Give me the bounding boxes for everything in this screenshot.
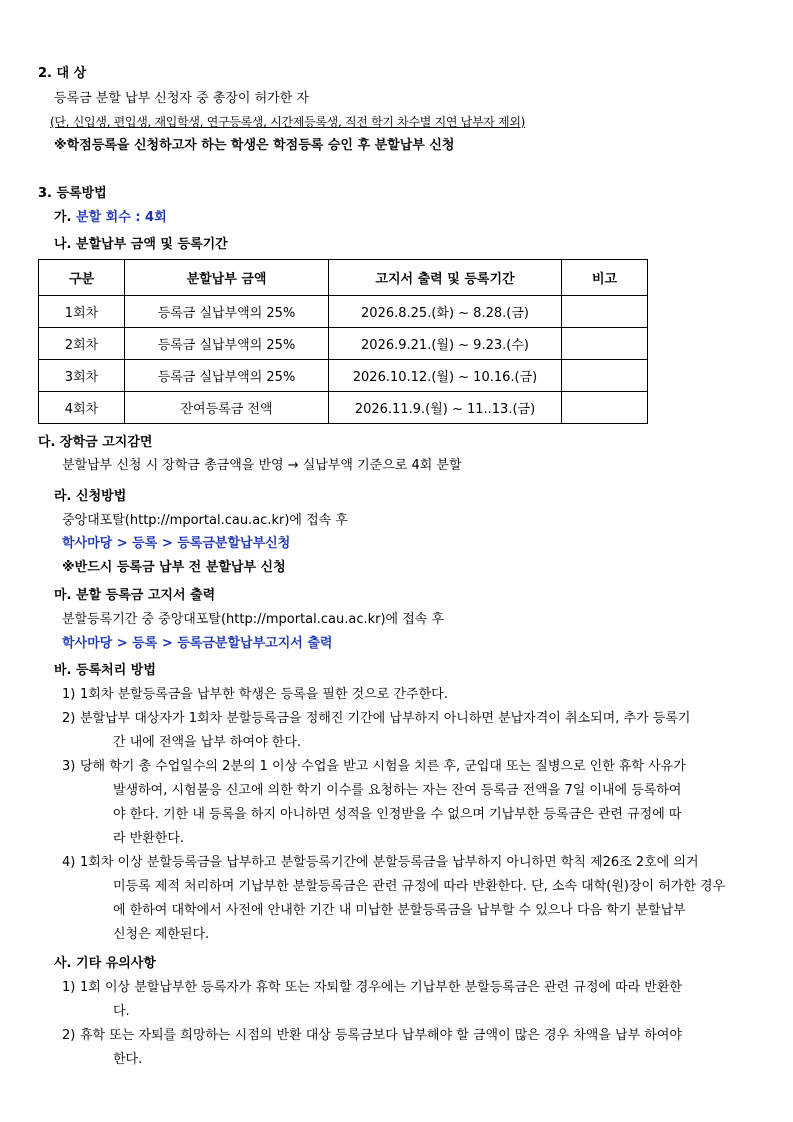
ba-item-number: 2) xyxy=(62,711,76,726)
table-cell: 등록금 실납부액의 25% xyxy=(125,360,329,392)
sa-item-number: 1) xyxy=(62,980,76,995)
ba-item-line: 신청은 제한된다. xyxy=(113,927,210,942)
table-cell xyxy=(562,328,648,360)
item-ra-path: 학사마당 > 등록 > 등록금분할납부신청 xyxy=(62,536,291,551)
ba-item-line: 발생하여, 시험불응 신고에 의한 학기 이수를 요청하는 자는 잔여 등록금 전액을 7일 이내에 등록하여 xyxy=(113,783,682,798)
ba-item-line: 당해 학기 총 수업일수의 2분의 1 이상 수업을 받고 시험을 치른 후, 군입대 또는 질병으로 인한 휴학 사유가 xyxy=(80,759,686,774)
table-cell: 등록금 실납부액의 25% xyxy=(125,328,329,360)
ba-item-number: 1) xyxy=(62,687,76,702)
ba-item-line: 1회차 이상 분할등록금을 납부하고 분할등록기간에 분할등록금을 납부하지 아니하면 학칙 제26조 2호에 의거 xyxy=(80,855,699,870)
section-2-heading: 2. 대 상 xyxy=(38,66,87,81)
item-ra-note: ※반드시 등록금 납부 전 분할납부 신청 xyxy=(62,560,286,575)
table-cell: 3회차 xyxy=(39,360,125,392)
table-cell: 2026.10.12.(월) ~ 10.16.(금) xyxy=(329,360,562,392)
table-cell: 등록금 실납부액의 25% xyxy=(125,296,329,328)
item-ga xyxy=(54,211,167,224)
sa-item-line: 휴학 또는 자퇴를 희망하는 시점의 반환 대상 등록금보다 납부해야 할 금액이 많은 경우 차액을 납부 하여야 xyxy=(80,1028,682,1043)
sa-item-number: 2) xyxy=(62,1028,76,1043)
installment-table xyxy=(38,259,648,424)
item-ma-text: 분할등록기간 중 중앙대포탈(http://mportal.cau.ac.kr)에 접속 후 xyxy=(62,612,445,627)
table-cell xyxy=(562,360,648,392)
table-cell: 2026.9.21.(월) ~ 9.23.(수) xyxy=(329,328,562,360)
table-cell xyxy=(562,392,648,424)
sa-item-line: 1회 이상 분할납부한 등록자가 휴학 또는 자퇴할 경우에는 기납부한 분할등록금은 관련 규정에 따라 반환한 xyxy=(80,980,682,995)
item-ra-title: 라. 신청방법 xyxy=(54,489,127,504)
item-sa-title: 사. 기타 유의사항 xyxy=(54,956,156,971)
ba-item-line: 1회차 분할등록금을 납부한 학생은 등록을 필한 것으로 간주한다. xyxy=(80,687,448,702)
ba-item-number: 3) xyxy=(62,759,76,774)
table-header: 구분 xyxy=(39,260,125,296)
ba-item-line: 미등록 제적 처리하며 기납부한 분할등록금은 관련 규정에 따라 반환한다. 단, 소속 대학(원)장이 허가한 경우 xyxy=(113,879,726,894)
table-cell xyxy=(562,296,648,328)
item-ra-text: 중앙대포탈(http://mportal.cau.ac.kr)에 접속 후 xyxy=(62,513,348,528)
section-2-line1: 등록금 분할 납부 신청자 중 총장이 허가한 자 xyxy=(54,91,309,106)
section-3-heading: 3. 등록방법 xyxy=(38,186,107,201)
table-cell: 4회차 xyxy=(39,392,125,424)
ba-item-line: 간 내에 전액을 납부 하여야 한다. xyxy=(113,735,302,750)
sa-item-line: 한다. xyxy=(113,1052,143,1067)
section-2-exclusions: (단, 신입생, 편입생, 재입학생, 연구등록생, 시간제등록생, 직전 학기 차수별 지연 납부자 제외) xyxy=(50,115,526,129)
ba-item-number: 4) xyxy=(62,855,76,870)
table-row xyxy=(39,296,648,328)
table-cell: 1회차 xyxy=(39,296,125,328)
table-cell: 2026.11.9.(월) ~ 11..13.(금) xyxy=(329,392,562,424)
table-header: 분할납부 금액 xyxy=(125,260,329,296)
ba-item-line: 분할납부 대상자가 1회차 분할등록금을 정해진 기간에 납부하지 아니하면 분납자격이 취소되며, 추가 등록기 xyxy=(80,711,691,726)
item-ma-path: 학사마당 > 등록 > 등록금분할납부고지서 출력 xyxy=(62,636,333,651)
item-ma-title: 마. 분할 등록금 고지서 출력 xyxy=(54,588,216,603)
table-cell: 2회차 xyxy=(39,328,125,360)
item-ba-title: 바. 등록처리 방법 xyxy=(54,663,156,678)
table-header-row xyxy=(39,260,648,296)
item-da-title: 다. 장학금 고지감면 xyxy=(38,435,153,450)
table-row xyxy=(39,328,648,360)
section-2-note: ※학점등록을 신청하고자 하는 학생은 학점등록 승인 후 분할납부 신청 xyxy=(54,138,455,153)
item-da-text: 분할납부 신청 시 장학금 총금액을 반영 → 실납부액 기준으로 4회 분할 xyxy=(62,458,462,473)
sa-item-line: 다. xyxy=(113,1004,130,1019)
table-row xyxy=(39,392,648,424)
item-ga-prefix: 가. xyxy=(54,210,72,225)
table-header: 고지서 출력 및 등록기간 xyxy=(329,260,562,296)
table-header: 비고 xyxy=(562,260,648,296)
item-na-title: 나. 분할납부 금액 및 등록기간 xyxy=(54,237,228,252)
table-cell: 2026.8.25.(화) ~ 8.28.(금) xyxy=(329,296,562,328)
ba-item-line: 라 반환한다. xyxy=(113,831,185,846)
ba-item-line: 야 한다. 기한 내 등록을 하지 아니하면 성적을 인정받을 수 없으며 기납부한 등록금은 관련 규정에 따 xyxy=(113,807,682,822)
table-cell: 잔여등록금 전액 xyxy=(125,392,329,424)
item-ga-text: 분할 회수 : 4회 xyxy=(76,210,167,225)
table-row xyxy=(39,360,648,392)
ba-item-line: 에 한하여 대학에서 사전에 안내한 기간 내 미납한 분할등록금을 납부할 수 있으나 다음 학기 분할납부 xyxy=(113,903,686,918)
